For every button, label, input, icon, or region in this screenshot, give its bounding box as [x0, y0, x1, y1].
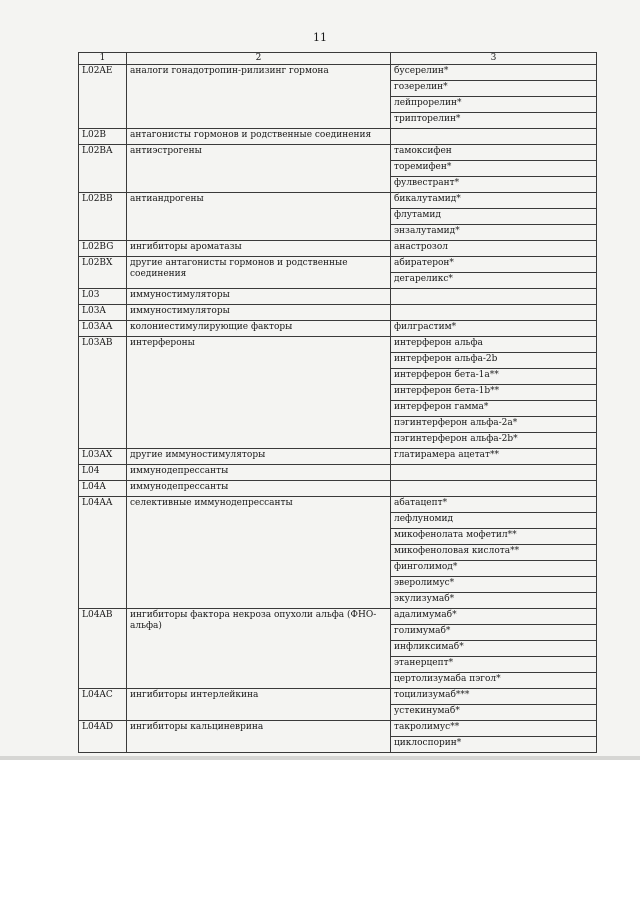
drug-name: адалимумаб* [394, 610, 457, 620]
drug-name [391, 289, 596, 304]
drug-name: анастрозол [394, 242, 448, 252]
group-name-cell: другие иммуностимуляторы [127, 449, 391, 465]
drug-list-cell [391, 337, 597, 449]
atc-code-cell: L03AA [79, 321, 127, 337]
drug-list-cell [391, 193, 597, 241]
table-row [79, 257, 597, 289]
drug-name: инфликсимаб* [391, 640, 596, 656]
drug-list-cell [391, 289, 597, 305]
atc-code-cell: L03AX [79, 449, 127, 465]
drug-name [391, 465, 596, 480]
drug-name: этанерцепт* [391, 656, 596, 672]
group-name-cell: другие антагонисты гормонов и родственные соединения [127, 257, 391, 289]
drug-name: флутамид [391, 208, 596, 224]
drug-name [391, 129, 596, 144]
drug-name: фулвестрант* [391, 176, 596, 192]
drug-list-cell [391, 481, 597, 497]
drug-name: эверолимус* [391, 576, 596, 592]
group-name-cell: антиандрогены [127, 193, 391, 241]
group-name-cell: аналоги гонадотропин-рилизинг гормона [127, 65, 391, 129]
drug-name: энзалутамид* [391, 224, 596, 240]
drug-name: интерферон бета-1b** [391, 384, 596, 400]
atc-code-cell: L04 [79, 465, 127, 481]
atc-code-cell: L04AA [79, 497, 127, 609]
table-row [79, 721, 597, 753]
drug-name: тоцилизумаб*** [394, 690, 470, 700]
table-row [79, 305, 597, 321]
group-name-cell: ингибиторы кальциневрина [127, 721, 391, 753]
table-row [79, 689, 597, 721]
drug-name: интерферон альфа [394, 338, 483, 348]
group-name-cell: ингибиторы фактора некроза опухоли альфа (ФНО-альфа) [127, 609, 391, 689]
group-name-cell: иммуностимуляторы [127, 289, 391, 305]
drug-list-cell [391, 65, 597, 129]
table-row [79, 337, 597, 449]
drug-name: абатацепт* [394, 498, 448, 508]
group-name-cell: интерфероны [127, 337, 391, 449]
table-row [79, 609, 597, 689]
column-header: 3 [391, 53, 597, 65]
drug-name [391, 481, 596, 496]
atc-code-cell: L02BG [79, 241, 127, 257]
drug-name: циклоспорин* [391, 736, 596, 752]
atc-code-cell: L02AE [79, 65, 127, 129]
atc-code-cell: L03 [79, 289, 127, 305]
drug-name: интерферон гамма* [391, 400, 596, 416]
drug-list-cell [391, 257, 597, 289]
group-name-cell: антиэстрогены [127, 145, 391, 193]
group-name-cell: ингибиторы интерлейкина [127, 689, 391, 721]
page-number: 11 [313, 31, 327, 44]
group-name-cell: колониестимулирующие факторы [127, 321, 391, 337]
group-name-cell: селективные иммунодепрессанты [127, 497, 391, 609]
atc-code-cell: L02BX [79, 257, 127, 289]
table-header-row [79, 53, 597, 65]
table-row [79, 449, 597, 465]
table-row [79, 465, 597, 481]
table-row [79, 321, 597, 337]
drug-name: такролимус** [394, 722, 460, 732]
table-row [79, 193, 597, 241]
column-header: 2 [127, 53, 391, 65]
table-row [79, 145, 597, 193]
drug-list-cell [391, 689, 597, 721]
drug-name: абиратерон* [394, 258, 454, 268]
drug-name: устекинумаб* [391, 704, 596, 720]
group-name-cell: иммунодепрессанты [127, 481, 391, 497]
drug-name: лефлуномид [391, 512, 596, 528]
atc-code-cell: L04A [79, 481, 127, 497]
drug-name: лейпрорелин* [391, 96, 596, 112]
drug-name: интерферон бета-1а** [391, 368, 596, 384]
group-name-cell: ингибиторы ароматазы [127, 241, 391, 257]
column-header: 1 [79, 53, 127, 65]
drug-name: экулизумаб* [391, 592, 596, 608]
drug-name: филграстим* [394, 322, 457, 332]
drug-name: глатирамера ацетат** [394, 450, 500, 460]
table-row [79, 65, 597, 129]
drug-name: трипторелин* [391, 112, 596, 128]
atc-code-cell: L04AB [79, 609, 127, 689]
table-row [79, 129, 597, 145]
drug-name: торемифен* [391, 160, 596, 176]
drug-list-cell [391, 721, 597, 753]
table-row [79, 241, 597, 257]
drug-list-cell [391, 497, 597, 609]
drug-list-cell [391, 145, 597, 193]
drug-name: тамоксифен [394, 146, 452, 156]
drug-name: гозерелин* [391, 80, 596, 96]
drug-name: голимумаб* [391, 624, 596, 640]
drug-name: пэгинтерферон альфа-2b* [391, 432, 596, 448]
table-body [79, 65, 597, 753]
atc-code-cell: L04AC [79, 689, 127, 721]
drug-name: финголимод* [391, 560, 596, 576]
group-name-cell: иммунодепрессанты [127, 465, 391, 481]
group-name-cell: антагонисты гормонов и родственные соединения [127, 129, 391, 145]
drug-name [391, 305, 596, 320]
table-row [79, 481, 597, 497]
drug-list-cell [391, 609, 597, 689]
drug-list-cell [391, 449, 597, 465]
drug-name: пэгинтерферон альфа-2а* [391, 416, 596, 432]
atc-code-cell: L03A [79, 305, 127, 321]
drug-list-cell [391, 241, 597, 257]
atc-code-cell: L02BB [79, 193, 127, 241]
drug-classification-table [78, 52, 597, 753]
drug-name: дегареликс* [391, 272, 596, 288]
atc-code-cell: L03AB [79, 337, 127, 449]
drug-list-cell [391, 465, 597, 481]
drug-name: бусерелин* [394, 66, 449, 76]
drug-list-cell [391, 321, 597, 337]
drug-name: микофенолата мофетил** [391, 528, 596, 544]
drug-name: микофеноловая кислота** [391, 544, 596, 560]
drug-name: интерферон альфа-2b [391, 352, 596, 368]
group-name-cell: иммуностимуляторы [127, 305, 391, 321]
drug-list-cell [391, 305, 597, 321]
drug-list-cell [391, 129, 597, 145]
atc-code-cell: L02B [79, 129, 127, 145]
drug-name: бикалутамид* [394, 194, 461, 204]
table-row [79, 289, 597, 305]
atc-code-cell: L04AD [79, 721, 127, 753]
table-row [79, 497, 597, 609]
drug-name: цертолизумаба пэгол* [391, 672, 596, 688]
atc-code-cell: L02BA [79, 145, 127, 193]
